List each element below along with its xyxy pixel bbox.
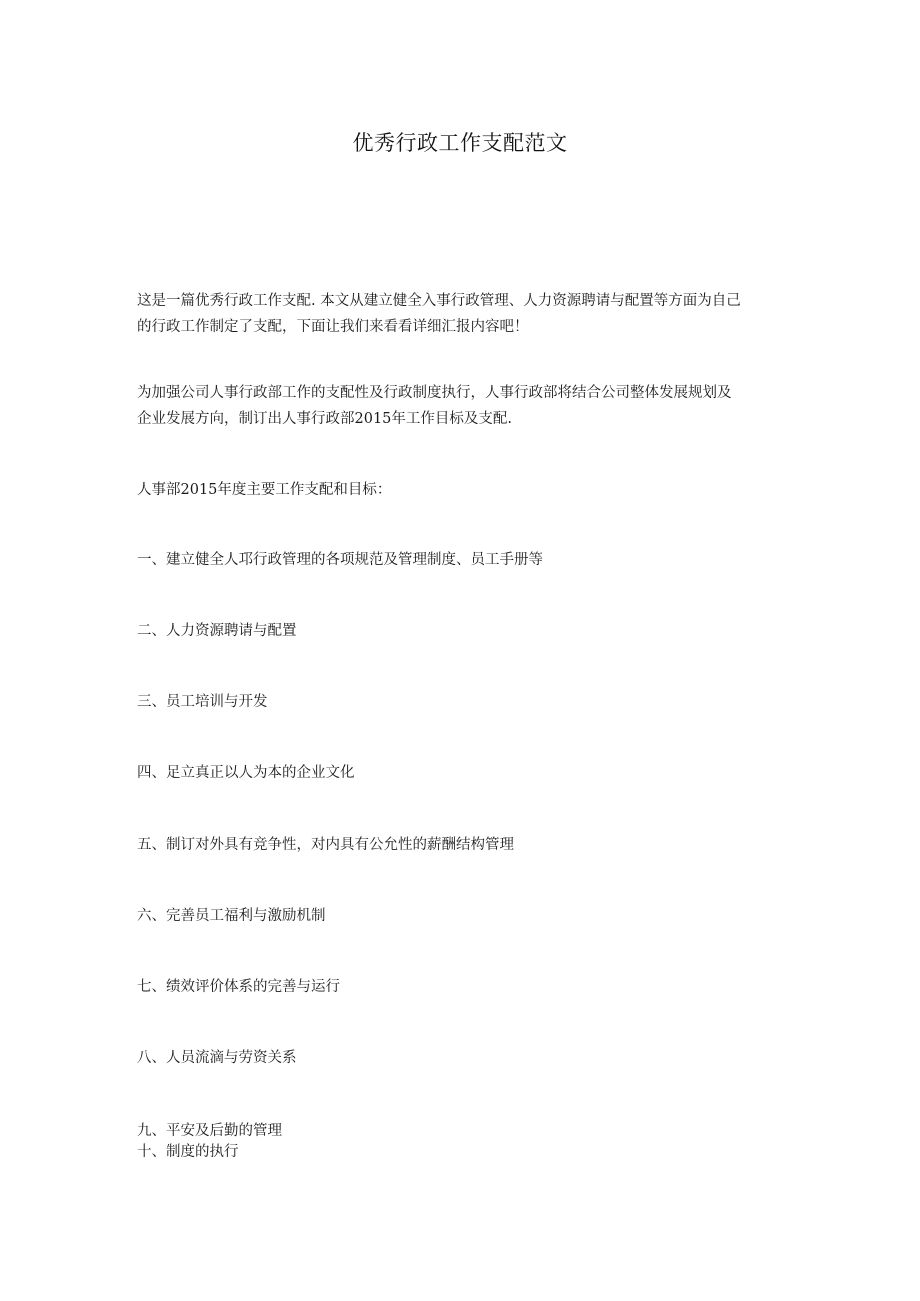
list-item-5: 五、制订对外具有竞争性，对内具有公允性的薪酬结构管理: [137, 837, 514, 853]
purpose-line-2: 企业发展方向，制订出人事行政部2015年工作目标及支配.: [137, 411, 513, 427]
document-title: 优秀行政工作支配范文: [352, 131, 568, 155]
list-item-2: 二、人力资源聘请与配置: [137, 623, 297, 639]
list-item-10: 十、制度的执行: [137, 1144, 239, 1160]
list-item-6: 六、完善员工福利与激励机制: [137, 908, 326, 924]
list-item-4: 四、足立真正以人为本的企业文化: [137, 765, 355, 781]
list-item-9: 九、平安及后勤的管理: [137, 1123, 282, 1139]
intro-paragraph: [137, 288, 787, 340]
list-item-7: 七、绩效评价体系的完善与运行: [137, 979, 340, 995]
intro-line-2: 的行政工作制定了支配，下面让我们来看看详细汇报内容吧！: [137, 319, 529, 335]
section-heading: 人事部2015年度主要工作支配和目标：: [137, 482, 392, 498]
list-item-3: 三、员工培训与开发: [137, 694, 268, 710]
list-item-1: 一、建立健全人邛行政管理的各项规范及管理制度、员工手册等: [137, 552, 543, 568]
intro-line-1: 这是一篇优秀行政工作支配. 本文从建立健全入事行政管理、人力资源聘请与配置等方面为自己: [137, 293, 741, 309]
list-item-8: 八、人员流滴与劳资关系: [137, 1050, 297, 1066]
purpose-line-1: 为加强公司人事行政部工作的支配性及行政制度执行，人事行政部将结合公司整体发展规划及: [137, 385, 732, 401]
purpose-paragraph: [137, 380, 787, 432]
